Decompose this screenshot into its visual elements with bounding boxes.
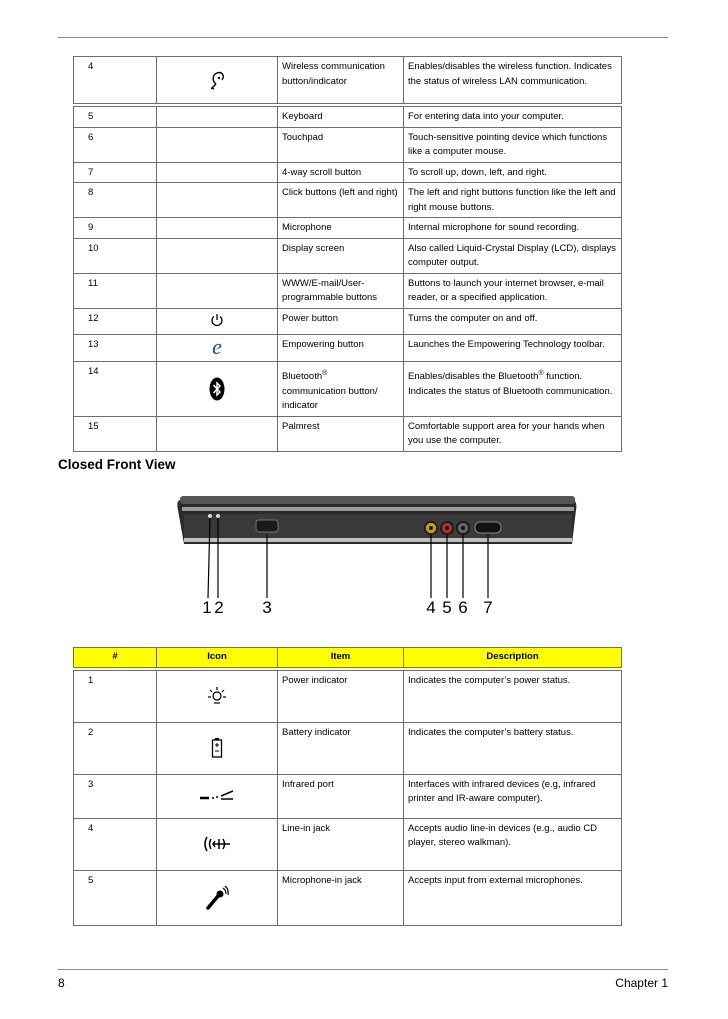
callout-label: 5	[442, 598, 452, 617]
row-item: Empowering button	[278, 334, 404, 362]
row-description: Launches the Empowering Technology toolbar.	[404, 334, 622, 362]
row-number: 2	[74, 722, 157, 774]
row-description: The left and right buttons function like the left and right mouse buttons.	[404, 183, 622, 218]
row-description: Interfaces with infrared devices (e.g, infrared printer and IR-aware computer).	[404, 774, 622, 818]
row-number: 10	[74, 238, 157, 273]
callout-label: 4	[426, 598, 436, 617]
row-number: 14	[74, 362, 157, 417]
row-number: 4	[74, 818, 157, 870]
callout-label: 6	[458, 598, 468, 617]
line-in-icon	[157, 818, 278, 870]
row-item: Wireless communication button/indicator	[278, 57, 404, 104]
row-description: Comfortable support area for your hands when you use the computer.	[404, 416, 622, 451]
table-row	[74, 238, 622, 273]
row-number: 3	[74, 774, 157, 818]
table-row	[74, 722, 622, 774]
row-number: 1	[74, 670, 157, 722]
row-description: Internal microphone for sound recording.	[404, 218, 622, 239]
row-item: Microphone-in jack	[278, 870, 404, 925]
row-item: Click buttons (left and right)	[278, 183, 404, 218]
row-description: Turns the computer on and off.	[404, 308, 622, 334]
microphone-icon	[157, 870, 278, 925]
row-number: 7	[74, 162, 157, 183]
row-item: Keyboard	[278, 107, 404, 128]
power-indicator-icon	[157, 670, 278, 722]
wireless-icon	[157, 57, 278, 104]
table-row	[74, 362, 622, 417]
row-description: For entering data into your computer.	[404, 107, 622, 128]
row-item: Power indicator	[278, 670, 404, 722]
table-row	[74, 818, 622, 870]
closed-front-view-figure	[170, 488, 590, 618]
row-description: Also called Liquid-Crystal Display (LCD), displays computer output.	[404, 238, 622, 273]
table-row	[74, 416, 622, 451]
features-table-continued	[73, 56, 622, 452]
row-item: Power button	[278, 308, 404, 334]
row-description: To scroll up, down, left, and right.	[404, 162, 622, 183]
power-icon	[157, 308, 278, 334]
row-item: Microphone	[278, 218, 404, 239]
row-description: Accepts audio line-in devices (e.g., audio CD player, stereo walkman).	[404, 818, 622, 870]
row-item: Palmrest	[278, 416, 404, 451]
row-number: 4	[74, 57, 157, 104]
table-row	[74, 774, 622, 818]
callout-label: 2	[214, 598, 224, 617]
infrared-icon	[157, 774, 278, 818]
row-item: 4-way scroll button	[278, 162, 404, 183]
header-icon: Icon	[157, 648, 278, 668]
top-rule	[58, 37, 668, 38]
table-row	[74, 127, 622, 162]
row-number: 5	[74, 870, 157, 925]
table-header-row	[74, 648, 622, 668]
callout-label: 7	[483, 598, 493, 617]
footer-rule	[58, 969, 668, 970]
row-description: Indicates the computer’s power status.	[404, 670, 622, 722]
row-item: Battery indicator	[278, 722, 404, 774]
row-item: WWW/E-mail/User-programmable buttons	[278, 273, 404, 308]
row-number: 9	[74, 218, 157, 239]
table-row	[74, 308, 622, 334]
table-row	[74, 183, 622, 218]
empowering-e-icon: e	[157, 334, 278, 362]
chapter-label: Chapter 1	[615, 976, 668, 990]
section-title: Closed Front View	[58, 457, 176, 472]
table-row	[74, 334, 622, 362]
page-number: 8	[58, 976, 65, 990]
row-description: Enables/disables the Bluetooth® function. Indicates the status of Bluetooth communication.	[404, 362, 622, 417]
row-description: Enables/disables the wireless function. Indicates the status of wireless LAN communication.	[404, 57, 622, 104]
row-item: Bluetooth® communication button/ indicator	[278, 362, 404, 417]
table-row	[74, 107, 622, 128]
table-row	[74, 57, 622, 104]
header-number: #	[74, 648, 157, 668]
row-number: 15	[74, 416, 157, 451]
battery-icon	[157, 722, 278, 774]
table-row	[74, 870, 622, 925]
row-number: 11	[74, 273, 157, 308]
row-number: 13	[74, 334, 157, 362]
row-description: Touch-sensitive pointing device which functions like a computer mouse.	[404, 127, 622, 162]
table-row	[74, 162, 622, 183]
row-number: 6	[74, 127, 157, 162]
row-number: 5	[74, 107, 157, 128]
table-row	[74, 218, 622, 239]
closed-front-view-table	[73, 647, 622, 926]
table-row	[74, 670, 622, 722]
row-item: Infrared port	[278, 774, 404, 818]
row-description: Accepts input from external microphones.	[404, 870, 622, 925]
row-item: Line-in jack	[278, 818, 404, 870]
callout-label: 1	[202, 598, 212, 617]
row-number: 8	[74, 183, 157, 218]
table-row	[74, 273, 622, 308]
row-item: Display screen	[278, 238, 404, 273]
callout-label: 3	[262, 598, 272, 617]
header-item: Item	[278, 648, 404, 668]
row-number: 12	[74, 308, 157, 334]
bluetooth-icon	[157, 362, 278, 417]
header-description: Description	[404, 648, 622, 668]
row-description: Buttons to launch your internet browser, e-mail reader, or a specified application.	[404, 273, 622, 308]
row-item: Touchpad	[278, 127, 404, 162]
row-description: Indicates the computer’s battery status.	[404, 722, 622, 774]
